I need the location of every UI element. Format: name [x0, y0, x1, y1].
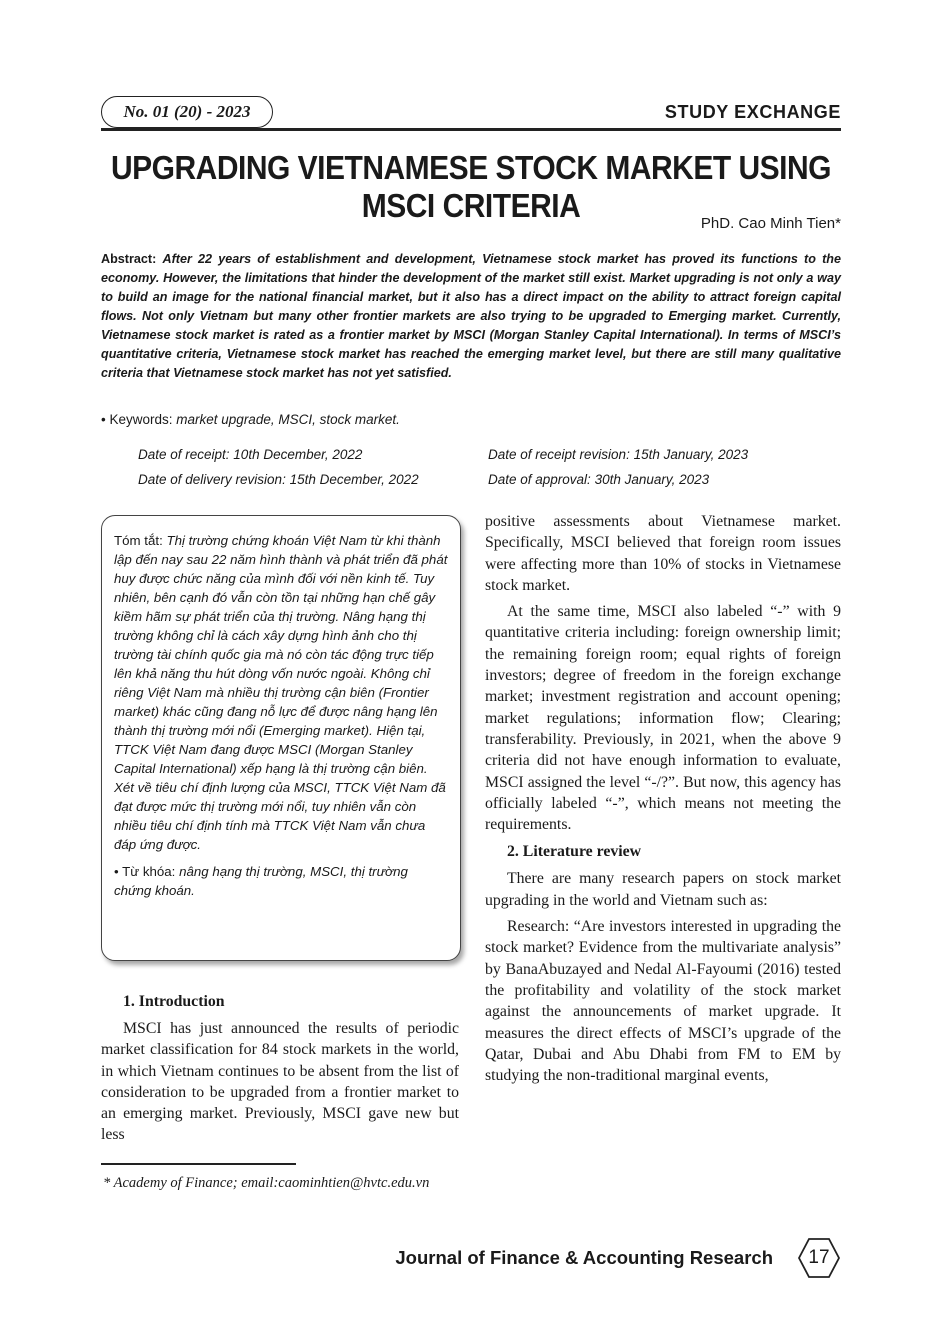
date-approval: Date of approval: 30th January, 2023	[488, 472, 710, 487]
literature-heading: 2. Literature review	[507, 843, 642, 861]
keywords-label: • Keywords:	[101, 412, 173, 427]
keywords	[101, 412, 400, 427]
paragraph-3: There are many research papers on stock market upgrading in the world and Vietnam such as:	[485, 870, 841, 909]
page-number: 17	[808, 1247, 830, 1268]
date-delivery-revision: Date of delivery revision: 15th December, 2022	[138, 472, 419, 487]
footnote-rule	[101, 1163, 296, 1165]
header-rule	[101, 128, 841, 131]
paragraph-1: positive assessments about Vietnamese market. Specifically, MSCI believed that foreign room issues were affecting more than 10% of stocks in Vietnamese stock market.	[485, 513, 841, 594]
vietnamese-abstract-text: Thị trường chứng khoán Việt Nam từ khi thành lập đến nay sau 22 năm hình thành và phát triển đã phát huy được chức năng của mình đối với nền kinh tế. Tuy nhiên, bên cạnh đó vẫn còn tồn tại những hạn chế gây kiềm hãm sự phát triển của thị trường. Nâng hạng thị trường không chỉ là cách xây dựng hình ảnh cho thị trường tài chính quốc gia mà nó còn tác động trực tiếp lên khả năng thu hút dòng vốn nước ngoài. Không chỉ riêng Việt Nam mà nhiều thị trường cận biên (Frontier market) khác cũng đang nỗ lực để được nâng hạng lên thành thị trường mới nổi (Emerging market). Hiện tại, TTCK Việt Nam đang được MSCI (Morgan Stanley Capital International) xếp hạng là thị trường cận biên. Xét về tiêu chí định lượng của MSCI, TTCK Việt Nam đã đạt được mức thị trường mới nổi, tuy nhiên vẫn còn nhiều tiêu chí định tính mà TTCK Việt Nam vẫn chưa đáp ứng được.	[114, 533, 448, 852]
paragraph-2: At the same time, MSCI also labeled “-” with 9 quantitative criteria including: foreign ownership limit; the remaining foreign room; equal rights of foreign investors; degree of freedom in the foreign exchange market; investment registration and account opening; market regulations; information flow; Clearing; transferability. Previously, in 2021, when the above 9 criteria did not have enough information to evaluate, MSCI assigned the level “-/?”. But now, this agency has officially labeled “-”, which means not meeting the requirements.	[485, 603, 841, 834]
vietnamese-abstract-box	[101, 515, 461, 961]
footnote: * Academy of Finance; email:caominhtien@hvtc.edu.vn	[103, 1175, 430, 1191]
abstract	[101, 250, 841, 383]
date-receipt: Date of receipt: 10th December, 2022	[138, 447, 363, 462]
vietnamese-abstract	[114, 531, 448, 854]
intro-paragraph: MSCI has just announced the results of periodic market classification for 84 stock markets in the world, in which Vietnam continues to be absent from the list of consideration to be upgraded from a frontier market to an emerging market. Previously, MSCI gave new but less	[101, 1020, 459, 1144]
vietnamese-keywords-label: • Từ khóa:	[114, 864, 176, 879]
abstract-label: Abstract:	[101, 252, 157, 266]
right-column	[485, 511, 841, 1086]
intro-heading: 1. Introduction	[123, 993, 225, 1010]
journal-name: Journal of Finance & Accounting Research	[395, 1247, 773, 1268]
abstract-text: After 22 years of establishment and development, Vietnamese stock market has proved its functions to the economy. However, the limitations that hinder the development of the market still exist. Market upgrading is not only a way to build an image for the national financial market, but it also has a direct impact on the ability to attract foreign capital flows. Not only Vietnam but many other frontier markets are also trying to be upgraded to Emerging market. Currently, Vietnamese stock market is rated as a frontier market by MSCI (Morgan Stanley Capital International). In terms of MSCI’s quantitative criteria, Vietnamese stock market has reached the emerging market level, but there are still many qualitative criteria that Vietnamese stock market has not yet satisfied.	[101, 252, 842, 380]
vietnamese-keywords-value: nâng hạng thị trường, MSCI, thị trường chứng khoán.	[114, 864, 408, 898]
paragraph-4: Research: “Are investors interested in upgrading the stock market? Evidence from the multivariate analysis” by BanaAbuzayed and Nedal Al-Fayoumi (2016) tested the profitability and volatility of the stock market against the announcements of market upgrade. It measures the direct effects of MSCI’s upgrade of the Qatar, Dubai and Abu Dhabi from FM to EM by studying the non-traditional marginal events,	[485, 918, 841, 1085]
vietnamese-abstract-label: Tóm tắt:	[114, 533, 163, 548]
article-title: UPGRADING VIETNAMESE STOCK MARKET USING MSCI CRITERIA	[111, 150, 831, 226]
keywords-value: market upgrade, MSCI, stock market.	[176, 412, 400, 427]
date-receipt-revision: Date of receipt revision: 15th January, 2023	[488, 447, 749, 462]
author: PhD. Cao Minh Tien*	[700, 215, 841, 232]
vietnamese-keywords	[114, 862, 448, 900]
section-label: STUDY EXCHANGE	[664, 102, 841, 122]
issue-badge: No. 01 (20) - 2023	[101, 96, 273, 128]
left-column	[101, 1018, 459, 1146]
